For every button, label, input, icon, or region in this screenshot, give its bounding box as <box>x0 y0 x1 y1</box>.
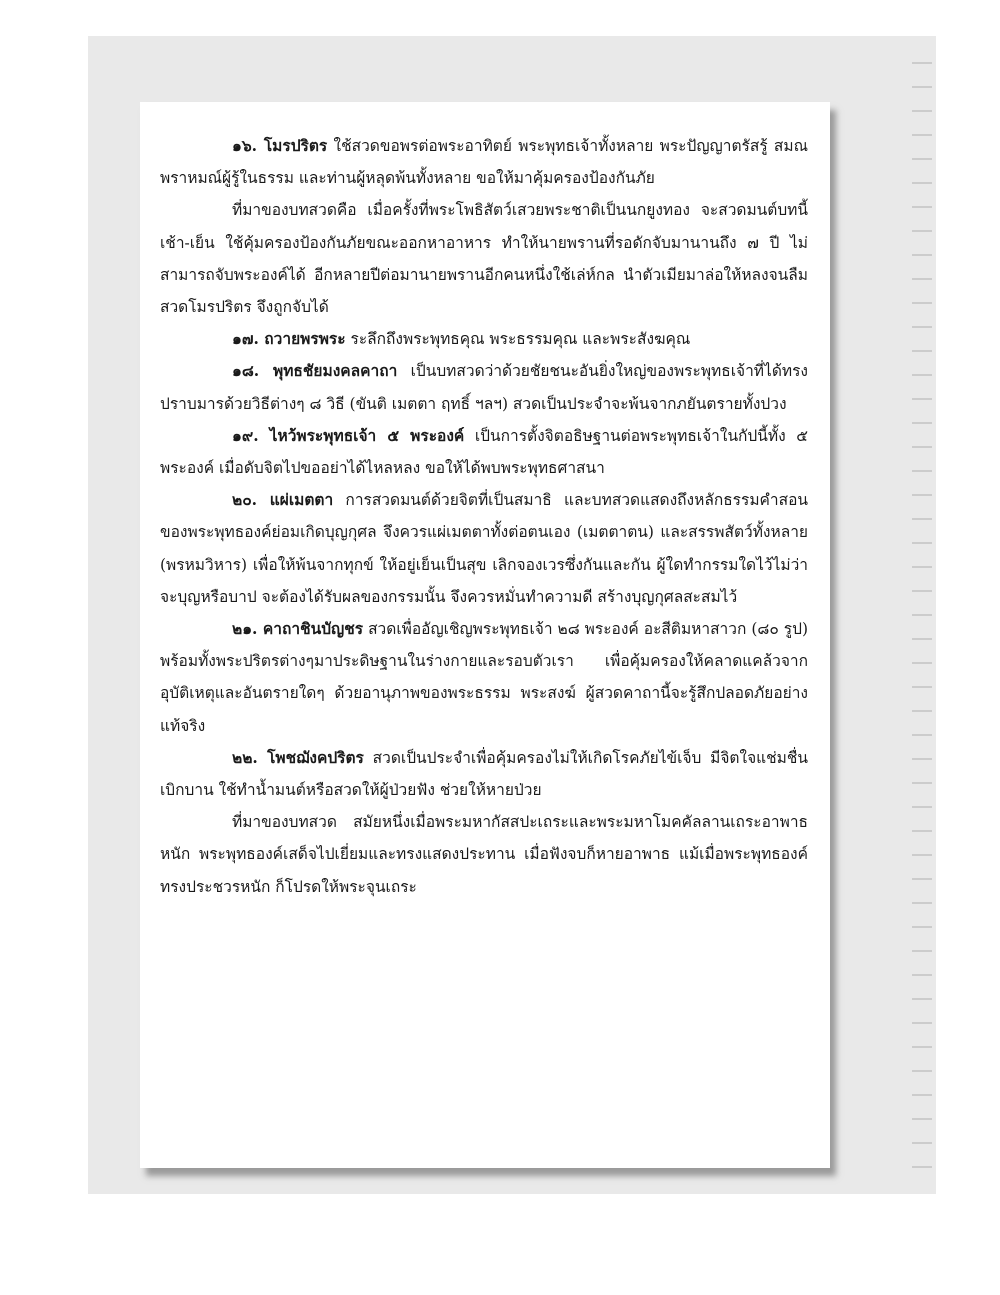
heading-22: ๒๒. โพชฌังคปริตร <box>232 747 364 767</box>
paragraph-20 <box>160 484 808 613</box>
body-22-origin: ที่มาของบทสวด สมัยหนึ่งเมื่อพระมหากัสสปะเถระและพระมหาโมคคัลลานเถระอาพาธหนัก พระพุทธองค์เสด็จไปเยี่ยมและทรงแสดงประทาน เมื่อฟังจบก็หายอาพาธ แม้เมื่อพระพุทธองค์ทรงประชวรหนัก ก็โปรดให้พระจุนเถระ <box>160 813 808 896</box>
paragraph-18 <box>160 355 808 419</box>
scan-edge-lines <box>912 40 932 1190</box>
body-16: ใช้สวดขอพรต่อพระอาทิตย์ พระพุทธเจ้าทั้งหลาย พระปัญญาตรัสรู้ สมณพราหมณ์ผู้รู้ในธรรม และท่านผู้หลุดพ้นทั้งหลาย ขอให้มาคุ้มครองป้องกันภัย <box>160 137 808 188</box>
paragraph-16 <box>160 130 808 194</box>
heading-16: ๑๖. โมรปริตร <box>232 136 328 155</box>
heading-18: ๑๘. พุทธชัยมงคลคาถา <box>232 361 398 381</box>
body-22: สวดเป็นประจำเพื่อคุ้มครองไม่ให้เกิดโรคภัยไข้เจ็บ มีจิตใจแช่มชื่นเบิกบาน ใช้ทำน้ำมนต์หรือสวดให้ผู้ป่วยฟัง ช่วยให้หายป่วย <box>160 748 808 800</box>
body-16-origin: ที่มาของบทสวดคือ เมื่อครั้งที่พระโพธิสัตว์เสวยพระชาติเป็นนกยูงทอง จะสวดมนต์บทนี้เช้า-เย็น ใช้คุ้มครองป้องกันภัยขณะออกหาอาหาร ทำให้นายพรานที่รอดักจับมานานถึง ๗ ปี ไม่สามารถจับพระองค์ได้ อีกหลายปีต่อมานายพรานอีกคนหนึ่งใช้เล่ห์กล นำตัวเมียมาล่อให้หลงจนลืมสวดโมรปริตร จึงถูกจับได้ <box>160 201 808 317</box>
body-19: เป็นการตั้งจิตอธิษฐานต่อพระพุทธเจ้าในกัปนี้ทั้ง ๕ พระองค์ เมื่อดับจิตไปขออย่าได้ไหลหลง ขอให้ได้พบพระพุทธศาสนา <box>160 426 808 478</box>
paragraph-22 <box>160 742 808 806</box>
paragraph-19 <box>160 420 808 484</box>
paragraph-17 <box>160 323 808 355</box>
body-17: ระลึกถึงพระพุทธคุณ พระธรรมคุณ และพระสังฆคุณ <box>345 330 691 349</box>
heading-20: ๒๐. แผ่เมตตา <box>232 490 334 510</box>
heading-19: ๑๙. ไหว้พระพุทธเจ้า ๕ พระองค์ <box>232 425 465 445</box>
paragraph-16-origin <box>160 194 808 323</box>
heading-21: ๒๑. คาถาชินบัญชร <box>232 619 364 639</box>
page-text <box>160 130 808 903</box>
paragraph-21 <box>160 613 808 742</box>
paragraph-22-origin <box>160 806 808 903</box>
body-20: การสวดมนต์ด้วยจิตที่เป็นสมาธิ และบทสวดแสดงถึงหลักธรรมคำสอนของพระพุทธองค์ย่อมเกิดบุญกุศล จึงควรแผ่เมตตาทั้งต่อตนเอง (เมตตาตน) และสรรพสัตว์ทั้งหลาย (พรหมวิหาร) เพื่อให้พ้นจากทุกข์ ให้อยู่เย็นเป็นสุข เลิกจองเวรซึ่งกันและกัน ผู้ใดทำกรรมใดไว้ไม่ว่าจะบุญหรือบาป จะต้องได้รับผลของกรรมนั้น จึงควรหมั่นทำความดี สร้างบุญกุศลสะสมไว้ <box>160 491 808 606</box>
body-18: เป็นบทสวดว่าด้วยชัยชนะอันยิ่งใหญ่ของพระพุทธเจ้าที่ได้ทรงปราบมารด้วยวิธีต่างๆ ๘ วิธี (ขันติ เมตตา ฤทธิ์ ฯลฯ) สวดเป็นประจำจะพ้นจากภยันตรายทั้งปวง <box>160 362 808 413</box>
heading-17: ๑๗. ถวายพรพระ <box>232 329 346 349</box>
body-21: สวดเพื่ออัญเชิญพระพุทธเจ้า ๒๘ พระองค์ อะสีติมหาสาวก (๘๐ รูป) พร้อมทั้งพระปริตรต่างๆมาประดิษฐานในร่างกายและรอบตัวเรา เพื่อคุ้มครองให้คลาดแคล้วจากอุบัติเหตุและอันตรายใดๆ ด้วยอานุภาพของพระธรรม พระสงฆ์ ผู้สวดคาถานี้จะรู้สึกปลอดภัยอย่างแท้จริง <box>160 620 808 735</box>
